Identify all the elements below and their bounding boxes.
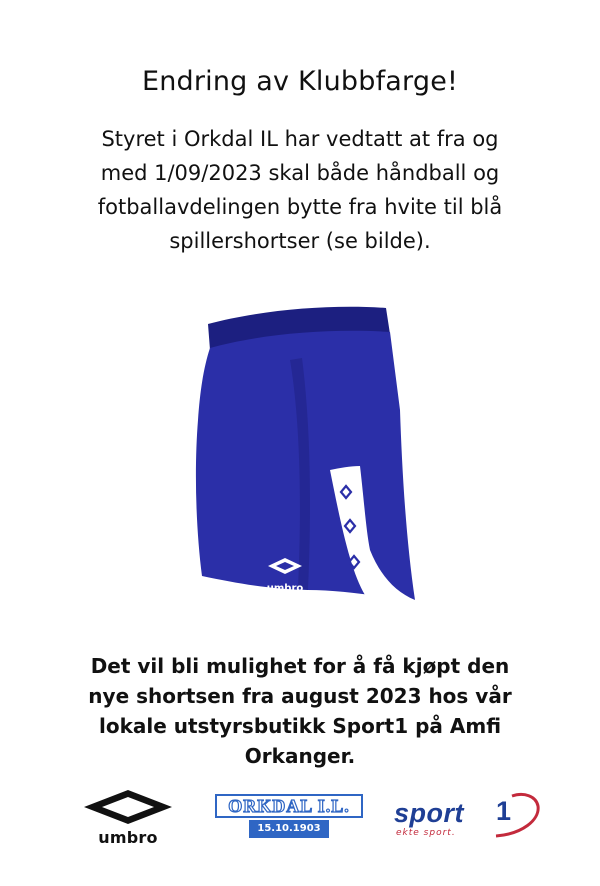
outro-line: Orkanger. [244, 744, 356, 768]
outro-paragraph [40, 651, 560, 771]
intro-paragraph [28, 122, 572, 258]
umbro-logo [82, 788, 174, 850]
blue-shorts-image [190, 300, 415, 605]
sport1-swoosh-icon [482, 790, 542, 842]
intro-line: Styret i Orkdal IL har vedtatt at fra og [101, 127, 499, 151]
outro-line: Det vil bli mulighet for å få kjøpt den [90, 654, 510, 678]
intro-line: spillershortser (se bilde). [169, 229, 431, 253]
sport1-tagline: ekte sport. [396, 828, 456, 838]
intro-line: med 1/09/2023 skal både håndball og [100, 161, 500, 185]
announcement-title: Endring av Klubbfarge! [141, 66, 459, 97]
orkdal-founded-date: 15.10.1903 [249, 820, 329, 838]
sport1-word: sport [394, 798, 464, 828]
sport1-number: 1 [496, 796, 512, 826]
umbro-wordmark: umbro [98, 828, 158, 847]
orkdal-il-logo [215, 794, 363, 840]
orkdal-name: ORKDAL I.L. [215, 794, 363, 818]
outro-line: lokale utstyrsbutikk Sport1 på Amfi [98, 714, 502, 738]
sponsor-logos [0, 780, 600, 850]
intro-line: fotballavdelingen bytte fra hvite til blå [97, 195, 503, 219]
umbro-diamond-icon [82, 788, 174, 826]
shorts-brand-text: umbro [266, 583, 304, 594]
outro-line: nye shortsen fra august 2023 hos vår [88, 684, 512, 708]
sport1-logo [392, 790, 542, 842]
